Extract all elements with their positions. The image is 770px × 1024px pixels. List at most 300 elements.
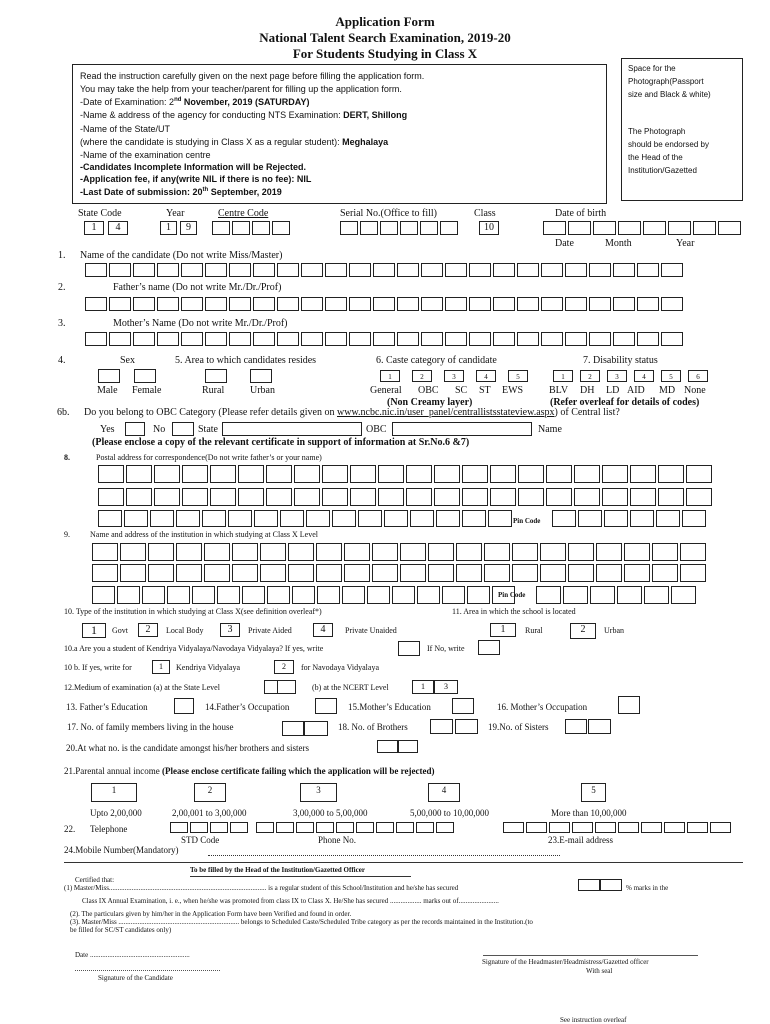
brothers-box[interactable] xyxy=(455,719,478,734)
address-line-3[interactable] xyxy=(98,510,514,527)
char-box[interactable] xyxy=(565,297,587,311)
char-box[interactable] xyxy=(322,465,348,483)
char-box[interactable] xyxy=(266,488,292,506)
father-occupation-box[interactable] xyxy=(315,698,337,714)
char-box[interactable] xyxy=(126,465,152,483)
char-box[interactable] xyxy=(428,543,454,561)
char-box[interactable] xyxy=(596,543,622,561)
char-box[interactable] xyxy=(517,263,539,277)
char-box[interactable] xyxy=(503,822,524,833)
char-box[interactable] xyxy=(350,465,376,483)
char-box[interactable] xyxy=(565,263,587,277)
char-box[interactable] xyxy=(595,822,616,833)
char-box[interactable] xyxy=(536,586,561,604)
disability-option-box[interactable]: 1 xyxy=(553,370,573,382)
char-box[interactable] xyxy=(229,297,251,311)
char-box[interactable] xyxy=(596,564,622,582)
char-box[interactable] xyxy=(373,332,395,346)
char-box[interactable] xyxy=(228,510,252,527)
char-box[interactable] xyxy=(292,586,315,604)
char-box[interactable] xyxy=(687,822,708,833)
char-box[interactable] xyxy=(540,543,566,561)
income-option-box[interactable]: 5 xyxy=(581,783,606,802)
char-box[interactable] xyxy=(358,510,382,527)
char-box[interactable] xyxy=(306,510,330,527)
obc-state-field[interactable] xyxy=(222,422,362,436)
char-box[interactable] xyxy=(336,822,354,833)
char-box[interactable] xyxy=(301,263,323,277)
char-box[interactable] xyxy=(181,297,203,311)
char-box[interactable] xyxy=(253,332,275,346)
pin-code-boxes[interactable] xyxy=(536,586,698,604)
caste-option-box[interactable]: 1 xyxy=(380,370,400,382)
institution-type-box[interactable]: 3 xyxy=(220,623,240,637)
char-box[interactable] xyxy=(406,488,432,506)
char-box[interactable] xyxy=(604,510,628,527)
state-code-digit[interactable]: 4 xyxy=(108,221,128,235)
char-box[interactable] xyxy=(565,332,587,346)
kv-nv-yes-box[interactable] xyxy=(398,641,420,656)
char-box[interactable] xyxy=(232,564,258,582)
char-box[interactable] xyxy=(637,297,659,311)
address-line-1[interactable] xyxy=(98,465,714,483)
year-digit[interactable]: 1 xyxy=(160,221,177,235)
char-box[interactable] xyxy=(661,263,683,277)
char-box[interactable] xyxy=(367,586,390,604)
char-box[interactable] xyxy=(296,822,314,833)
centre-code-boxes[interactable] xyxy=(212,221,292,235)
char-box[interactable] xyxy=(552,510,576,527)
char-box[interactable] xyxy=(142,586,165,604)
char-box[interactable] xyxy=(493,332,515,346)
state-code-digit[interactable]: 1 xyxy=(84,221,104,235)
char-box[interactable] xyxy=(641,822,662,833)
char-box[interactable] xyxy=(157,297,179,311)
obc-list-link[interactable]: www.ncbc.nic.in/user_panel/centrallistsstateview.aspx xyxy=(337,407,555,418)
char-box[interactable] xyxy=(637,332,659,346)
char-box[interactable] xyxy=(540,564,566,582)
institution-line-2[interactable] xyxy=(92,564,708,582)
char-box[interactable] xyxy=(617,586,642,604)
caste-option-box[interactable]: 5 xyxy=(508,370,528,382)
char-box[interactable] xyxy=(469,332,491,346)
char-box[interactable] xyxy=(624,564,650,582)
char-box[interactable] xyxy=(98,510,122,527)
brothers-box[interactable] xyxy=(430,719,453,734)
char-box[interactable] xyxy=(512,543,538,561)
obc-yes-box[interactable] xyxy=(125,422,145,436)
char-box[interactable] xyxy=(373,297,395,311)
char-box[interactable] xyxy=(317,586,340,604)
family-members-box[interactable] xyxy=(282,721,304,736)
char-box[interactable] xyxy=(434,488,460,506)
char-box[interactable] xyxy=(644,586,669,604)
char-box[interactable] xyxy=(574,488,600,506)
area-urban-box[interactable] xyxy=(250,369,272,383)
char-box[interactable] xyxy=(445,297,467,311)
char-box[interactable] xyxy=(98,465,124,483)
char-box[interactable] xyxy=(205,332,227,346)
char-box[interactable] xyxy=(421,263,443,277)
char-box[interactable] xyxy=(682,510,706,527)
char-box[interactable] xyxy=(210,488,236,506)
char-box[interactable] xyxy=(242,586,265,604)
char-box[interactable] xyxy=(428,564,454,582)
institution-type-box[interactable]: 1 xyxy=(82,623,106,638)
char-box[interactable] xyxy=(400,543,426,561)
char-box[interactable] xyxy=(332,510,356,527)
char-box[interactable] xyxy=(602,488,628,506)
char-box[interactable] xyxy=(526,822,547,833)
father-name-boxes[interactable] xyxy=(85,297,685,311)
char-box[interactable] xyxy=(167,586,190,604)
sex-male-box[interactable] xyxy=(98,369,120,383)
char-box[interactable] xyxy=(568,564,594,582)
char-box[interactable] xyxy=(133,297,155,311)
char-box[interactable] xyxy=(652,564,678,582)
disability-option-box[interactable]: 3 xyxy=(607,370,627,382)
head-signature-field[interactable] xyxy=(483,955,698,956)
char-box[interactable] xyxy=(661,332,683,346)
char-box[interactable] xyxy=(325,332,347,346)
char-box[interactable] xyxy=(512,564,538,582)
char-box[interactable] xyxy=(202,510,226,527)
char-box[interactable] xyxy=(120,543,146,561)
pin-code-boxes[interactable] xyxy=(552,510,708,527)
char-box[interactable] xyxy=(445,332,467,346)
char-box[interactable] xyxy=(288,564,314,582)
institution-line-1[interactable] xyxy=(92,543,708,561)
char-box[interactable] xyxy=(120,564,146,582)
char-box[interactable] xyxy=(574,465,600,483)
char-box[interactable] xyxy=(416,822,434,833)
char-box[interactable] xyxy=(176,510,200,527)
char-box[interactable] xyxy=(316,822,334,833)
char-box[interactable] xyxy=(109,332,131,346)
char-box[interactable] xyxy=(661,297,683,311)
char-box[interactable] xyxy=(493,297,515,311)
char-box[interactable] xyxy=(637,263,659,277)
char-box[interactable] xyxy=(462,510,486,527)
char-box[interactable] xyxy=(400,564,426,582)
char-box[interactable] xyxy=(630,510,654,527)
char-box[interactable] xyxy=(658,465,684,483)
char-box[interactable] xyxy=(170,822,188,833)
candidate-signature-field[interactable] xyxy=(75,970,220,971)
char-box[interactable] xyxy=(686,488,712,506)
char-box[interactable] xyxy=(456,543,482,561)
sibling-position-box[interactable] xyxy=(398,740,418,753)
char-box[interactable] xyxy=(316,543,342,561)
char-box[interactable] xyxy=(589,332,611,346)
char-box[interactable] xyxy=(92,543,118,561)
school-area-box[interactable]: 1 xyxy=(490,623,516,637)
institution-type-box[interactable]: 2 xyxy=(138,623,158,637)
char-box[interactable] xyxy=(229,332,251,346)
char-box[interactable] xyxy=(342,586,365,604)
char-box[interactable] xyxy=(150,510,174,527)
char-box[interactable] xyxy=(442,586,465,604)
char-box[interactable] xyxy=(686,465,712,483)
char-box[interactable] xyxy=(154,488,180,506)
char-box[interactable] xyxy=(421,332,443,346)
disability-option-box[interactable]: 5 xyxy=(661,370,681,382)
char-box[interactable] xyxy=(85,297,107,311)
char-box[interactable] xyxy=(210,465,236,483)
char-box[interactable] xyxy=(266,465,292,483)
char-box[interactable] xyxy=(229,263,251,277)
char-box[interactable] xyxy=(92,564,118,582)
char-box[interactable] xyxy=(488,510,512,527)
dob-boxes[interactable] xyxy=(543,221,743,235)
char-box[interactable] xyxy=(176,564,202,582)
char-box[interactable] xyxy=(578,510,602,527)
phone-boxes[interactable] xyxy=(256,822,456,833)
char-box[interactable] xyxy=(253,263,275,277)
year-digit[interactable]: 9 xyxy=(180,221,197,235)
school-area-box[interactable]: 2 xyxy=(570,623,596,639)
char-box[interactable] xyxy=(630,488,656,506)
char-box[interactable] xyxy=(462,465,488,483)
caste-option-box[interactable]: 4 xyxy=(476,370,496,382)
sisters-box[interactable] xyxy=(565,719,587,734)
candidate-name-boxes[interactable] xyxy=(85,263,685,277)
char-box[interactable] xyxy=(436,822,454,833)
serial-boxes[interactable] xyxy=(340,221,460,235)
char-box[interactable] xyxy=(205,263,227,277)
char-box[interactable] xyxy=(568,543,594,561)
char-box[interactable] xyxy=(397,297,419,311)
char-box[interactable] xyxy=(322,488,348,506)
char-box[interactable] xyxy=(613,297,635,311)
char-box[interactable] xyxy=(205,297,227,311)
char-box[interactable] xyxy=(396,822,414,833)
caste-option-box[interactable]: 3 xyxy=(444,370,464,382)
char-box[interactable] xyxy=(436,510,460,527)
percent-box[interactable] xyxy=(600,879,622,891)
father-education-box[interactable] xyxy=(174,698,194,714)
char-box[interactable] xyxy=(624,543,650,561)
income-option-box[interactable]: 2 xyxy=(194,783,226,802)
email-boxes[interactable] xyxy=(503,822,733,833)
institution-line-3[interactable] xyxy=(92,586,517,604)
char-box[interactable] xyxy=(267,586,290,604)
disability-option-box[interactable]: 4 xyxy=(634,370,654,382)
mother-name-boxes[interactable] xyxy=(85,332,685,346)
char-box[interactable] xyxy=(238,488,264,506)
char-box[interactable] xyxy=(406,465,432,483)
char-box[interactable] xyxy=(181,332,203,346)
obc-field[interactable] xyxy=(392,422,532,436)
char-box[interactable] xyxy=(652,543,678,561)
caste-option-box[interactable]: 2 xyxy=(412,370,432,382)
char-box[interactable] xyxy=(445,263,467,277)
char-box[interactable] xyxy=(349,297,371,311)
class-value[interactable]: 10 xyxy=(479,221,499,235)
char-box[interactable] xyxy=(518,488,544,506)
char-box[interactable] xyxy=(256,822,274,833)
char-box[interactable] xyxy=(658,488,684,506)
income-option-box[interactable]: 1 xyxy=(91,783,137,802)
char-box[interactable] xyxy=(517,297,539,311)
char-box[interactable] xyxy=(117,586,140,604)
ncert-medium-box[interactable]: 1 xyxy=(412,680,434,694)
char-box[interactable] xyxy=(277,297,299,311)
char-box[interactable] xyxy=(217,586,240,604)
address-line-2[interactable] xyxy=(98,488,714,506)
char-box[interactable] xyxy=(462,488,488,506)
char-box[interactable] xyxy=(376,822,394,833)
char-box[interactable] xyxy=(613,332,635,346)
char-box[interactable] xyxy=(126,488,152,506)
family-members-box[interactable] xyxy=(304,721,328,736)
char-box[interactable] xyxy=(349,332,371,346)
char-box[interactable] xyxy=(467,586,490,604)
char-box[interactable] xyxy=(680,564,706,582)
mother-occupation-box[interactable] xyxy=(618,696,640,714)
char-box[interactable] xyxy=(254,510,278,527)
income-option-box[interactable]: 3 xyxy=(300,783,337,802)
sibling-position-box[interactable] xyxy=(377,740,398,753)
char-box[interactable] xyxy=(157,332,179,346)
percent-box[interactable] xyxy=(578,879,600,891)
char-box[interactable] xyxy=(484,564,510,582)
char-box[interactable] xyxy=(260,543,286,561)
char-box[interactable] xyxy=(484,543,510,561)
char-box[interactable] xyxy=(434,465,460,483)
char-box[interactable] xyxy=(148,564,174,582)
char-box[interactable] xyxy=(613,263,635,277)
institution-type-box[interactable]: 4 xyxy=(313,623,333,637)
char-box[interactable] xyxy=(325,263,347,277)
ncert-medium-box[interactable]: 3 xyxy=(434,680,458,694)
char-box[interactable] xyxy=(301,297,323,311)
obc-no-box[interactable] xyxy=(172,422,194,436)
char-box[interactable] xyxy=(392,586,415,604)
char-box[interactable] xyxy=(288,543,314,561)
char-box[interactable] xyxy=(589,263,611,277)
char-box[interactable] xyxy=(277,263,299,277)
kv-code-box[interactable]: 1 xyxy=(152,660,170,674)
char-box[interactable] xyxy=(630,465,656,483)
char-box[interactable] xyxy=(541,263,563,277)
kv-nv-no-box[interactable] xyxy=(478,640,500,655)
char-box[interactable] xyxy=(664,822,685,833)
sex-female-box[interactable] xyxy=(134,369,156,383)
char-box[interactable] xyxy=(602,465,628,483)
char-box[interactable] xyxy=(356,822,374,833)
state-medium-box[interactable] xyxy=(277,680,296,694)
char-box[interactable] xyxy=(518,465,544,483)
nv-code-box[interactable]: 2 xyxy=(274,660,294,674)
char-box[interactable] xyxy=(109,297,131,311)
char-box[interactable] xyxy=(541,297,563,311)
char-box[interactable] xyxy=(238,465,264,483)
char-box[interactable] xyxy=(469,263,491,277)
char-box[interactable] xyxy=(192,586,215,604)
char-box[interactable] xyxy=(124,510,148,527)
char-box[interactable] xyxy=(301,332,323,346)
char-box[interactable] xyxy=(316,564,342,582)
char-box[interactable] xyxy=(154,465,180,483)
char-box[interactable] xyxy=(490,465,516,483)
char-box[interactable] xyxy=(230,822,248,833)
char-box[interactable] xyxy=(417,586,440,604)
char-box[interactable] xyxy=(469,297,491,311)
area-rural-box[interactable] xyxy=(205,369,227,383)
char-box[interactable] xyxy=(549,822,570,833)
char-box[interactable] xyxy=(421,297,443,311)
char-box[interactable] xyxy=(372,564,398,582)
char-box[interactable] xyxy=(92,586,115,604)
char-box[interactable] xyxy=(253,297,275,311)
char-box[interactable] xyxy=(85,263,107,277)
char-box[interactable] xyxy=(85,332,107,346)
char-box[interactable] xyxy=(344,564,370,582)
char-box[interactable] xyxy=(182,465,208,483)
char-box[interactable] xyxy=(410,510,434,527)
char-box[interactable] xyxy=(572,822,593,833)
char-box[interactable] xyxy=(176,543,202,561)
char-box[interactable] xyxy=(671,586,696,604)
sisters-box[interactable] xyxy=(588,719,611,734)
char-box[interactable] xyxy=(157,263,179,277)
char-box[interactable] xyxy=(294,465,320,483)
char-box[interactable] xyxy=(190,822,208,833)
char-box[interactable] xyxy=(378,465,404,483)
char-box[interactable] xyxy=(656,510,680,527)
char-box[interactable] xyxy=(710,822,731,833)
char-box[interactable] xyxy=(210,822,228,833)
char-box[interactable] xyxy=(378,488,404,506)
mobile-field[interactable] xyxy=(208,855,560,856)
char-box[interactable] xyxy=(133,263,155,277)
char-box[interactable] xyxy=(493,263,515,277)
char-box[interactable] xyxy=(384,510,408,527)
char-box[interactable] xyxy=(294,488,320,506)
char-box[interactable] xyxy=(517,332,539,346)
char-box[interactable] xyxy=(204,543,230,561)
char-box[interactable] xyxy=(397,263,419,277)
char-box[interactable] xyxy=(456,564,482,582)
char-box[interactable] xyxy=(680,543,706,561)
disability-option-box[interactable]: 2 xyxy=(580,370,600,382)
char-box[interactable] xyxy=(276,822,294,833)
char-box[interactable] xyxy=(397,332,419,346)
char-box[interactable] xyxy=(590,586,615,604)
char-box[interactable] xyxy=(181,263,203,277)
char-box[interactable] xyxy=(350,488,376,506)
char-box[interactable] xyxy=(344,543,370,561)
char-box[interactable] xyxy=(541,332,563,346)
char-box[interactable] xyxy=(589,297,611,311)
char-box[interactable] xyxy=(232,543,258,561)
char-box[interactable] xyxy=(618,822,639,833)
char-box[interactable] xyxy=(204,564,230,582)
char-box[interactable] xyxy=(373,263,395,277)
char-box[interactable] xyxy=(563,586,588,604)
char-box[interactable] xyxy=(490,488,516,506)
char-box[interactable] xyxy=(133,332,155,346)
char-box[interactable] xyxy=(277,332,299,346)
char-box[interactable] xyxy=(98,488,124,506)
char-box[interactable] xyxy=(325,297,347,311)
char-box[interactable] xyxy=(349,263,371,277)
char-box[interactable] xyxy=(260,564,286,582)
char-box[interactable] xyxy=(182,488,208,506)
char-box[interactable] xyxy=(148,543,174,561)
char-box[interactable] xyxy=(372,543,398,561)
